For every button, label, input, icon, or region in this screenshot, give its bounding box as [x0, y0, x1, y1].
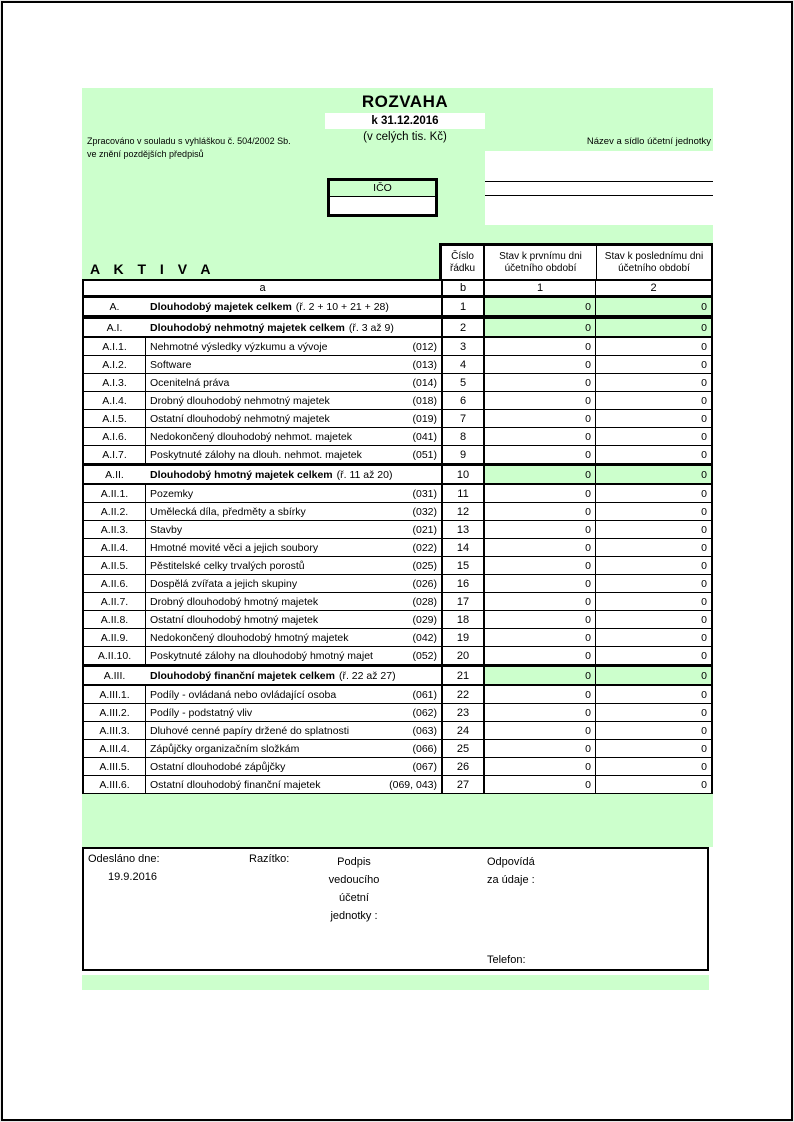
row-value-1[interactable]: 0 [483, 338, 595, 355]
row-label-text: Ocenitelná práva [150, 376, 230, 389]
row-account-number: (051) [412, 448, 437, 461]
ico-label: IČO [330, 181, 435, 197]
row-label-text: Dospělá zvířata a jejich skupiny [150, 577, 298, 590]
row-value-2[interactable]: 0 [595, 466, 711, 483]
table-row [84, 776, 711, 793]
row-code: A.II.2. [84, 503, 146, 520]
row-label-text: Ostatní dlouhodobý finanční majetek [150, 778, 321, 791]
row-value-2[interactable]: 0 [595, 647, 711, 664]
row-value-2[interactable]: 0 [595, 446, 711, 463]
row-number: 7 [441, 410, 483, 427]
row-number: 15 [441, 557, 483, 574]
table-row [84, 704, 711, 722]
row-label [146, 539, 441, 556]
row-code: A.III. [103, 669, 126, 682]
table-row [84, 392, 711, 410]
row-account-number: (021) [412, 523, 437, 536]
table-row [84, 338, 711, 356]
signature-line-1: Podpis [337, 856, 371, 868]
row-label [146, 466, 441, 483]
row-label [146, 629, 441, 646]
row-number: 11 [441, 485, 483, 502]
row-value-1[interactable]: 0 [483, 503, 595, 520]
responsible-line-1: Odpovídá [487, 856, 535, 868]
row-value-2[interactable]: 0 [595, 319, 711, 336]
row-value-1[interactable]: 0 [483, 667, 595, 684]
table-row [84, 503, 711, 521]
green-strip-middle [82, 794, 713, 847]
aktiva-title: A K T I V A [90, 261, 216, 277]
responsible-line-2: za údaje : [487, 874, 535, 886]
row-value-1[interactable]: 0 [483, 410, 595, 427]
row-account-number: (022) [412, 541, 437, 554]
phone-label: Telefon: [487, 954, 526, 966]
row-label [146, 740, 441, 757]
row-value-1[interactable]: 0 [483, 758, 595, 775]
row-label [146, 593, 441, 610]
row-value-1[interactable]: 0 [483, 740, 595, 757]
table-row [84, 485, 711, 503]
signature-line-2: vedoucího [328, 874, 380, 886]
row-value-2[interactable]: 0 [595, 722, 711, 739]
row-value-1[interactable]: 0 [483, 722, 595, 739]
row-account-number: (013) [412, 358, 437, 371]
subheader-b: b [441, 281, 483, 295]
row-value-2[interactable]: 0 [595, 704, 711, 721]
row-value-1[interactable]: 0 [483, 521, 595, 538]
row-label [146, 319, 441, 336]
row-label [146, 667, 441, 684]
row-value-2[interactable]: 0 [595, 410, 711, 427]
units-note: (v celých tis. Kč) [363, 131, 447, 143]
row-label-text: Pozemky [150, 487, 194, 500]
row-number: 9 [441, 446, 483, 463]
row-value-2[interactable]: 0 [595, 557, 711, 574]
row-number: 19 [441, 629, 483, 646]
row-number: 20 [441, 647, 483, 664]
row-code: A.I. [106, 321, 123, 334]
row-number: 17 [441, 593, 483, 610]
row-label-text: Hmotné movité věci a jejich soubory [150, 541, 319, 554]
row-label [146, 428, 441, 445]
table-row [84, 557, 711, 575]
row-label-text: Ostatní dlouhodobé zápůjčky [150, 760, 286, 773]
stamp-label: Razítko: [249, 853, 290, 865]
row-account-number: (031) [412, 487, 437, 500]
row-label [146, 338, 441, 355]
row-value-2[interactable]: 0 [595, 428, 711, 445]
table-row [84, 740, 711, 758]
row-code: A.III.3. [84, 722, 146, 739]
row-label [146, 758, 441, 775]
row-label-text: Dluhové cenné papíry držené do splatnosti [150, 724, 350, 737]
row-label-text: Nedokončený dlouhodobý nehmot. majetek [150, 430, 352, 443]
row-value-1[interactable]: 0 [483, 647, 595, 664]
row-code: A.II.6. [84, 575, 146, 592]
signature-line-4: jednotky : [330, 910, 378, 922]
row-value-2[interactable]: 0 [595, 485, 711, 502]
row-value-1[interactable]: 0 [483, 704, 595, 721]
table-row [84, 521, 711, 539]
row-code: A.III.6. [84, 776, 146, 793]
row-account-number: (069, 043) [389, 778, 437, 791]
row-label [146, 392, 441, 409]
row-value-2[interactable]: 0 [595, 575, 711, 592]
ico-box [327, 178, 438, 217]
row-label-text: Poskytnuté zálohy na dlouh. nehmot. majetek [150, 448, 362, 461]
sent-date-label: Odesláno dne: [88, 853, 160, 865]
row-value-2[interactable]: 0 [595, 356, 711, 373]
row-label-text: Poskytnuté zálohy na dlouhodobý hmotný majet [150, 649, 373, 662]
row-label [146, 776, 441, 793]
row-code: A. [109, 300, 120, 313]
row-label-text: Dlouhodobý nehmotný majetek celkem [150, 321, 345, 334]
row-value-2[interactable]: 0 [595, 298, 711, 315]
row-number: 2 [441, 319, 483, 336]
table-row [84, 296, 711, 317]
entity-name-label: Název a sídlo účetní jednotky [586, 136, 711, 147]
entity-name-field[interactable] [485, 151, 713, 225]
row-number: 22 [441, 686, 483, 703]
row-value-2[interactable]: 0 [595, 503, 711, 520]
row-account-number: (025) [412, 559, 437, 572]
green-strip-bottom [82, 975, 709, 990]
row-number: 21 [441, 667, 483, 684]
row-label-text: Podíly - podstatný vliv [150, 706, 253, 719]
row-account-number: (052) [412, 649, 437, 662]
row-label [146, 611, 441, 628]
responsible-label [487, 853, 535, 889]
table-row [84, 317, 711, 338]
row-value-2[interactable]: 0 [595, 776, 711, 793]
table-row [84, 410, 711, 428]
col-header-value-1: Stav k prvnímu dni účetního období [483, 243, 596, 279]
row-label-text: Ostatní dlouhodobý nehmotný majetek [150, 412, 330, 425]
row-label-text: Stavby [150, 523, 183, 536]
row-code: A.I.3. [84, 374, 146, 391]
footer-box [82, 847, 709, 971]
subheader-1: 1 [483, 281, 595, 295]
row-code: A.II.3. [84, 521, 146, 538]
subheader-a: a [259, 282, 266, 294]
row-account-number: (026) [412, 577, 437, 590]
row-value-2[interactable]: 0 [595, 629, 711, 646]
regulation-note [87, 135, 357, 161]
row-account-number: (032) [412, 505, 437, 518]
row-number: 4 [441, 356, 483, 373]
row-number: 12 [441, 503, 483, 520]
row-code: A.II.1. [84, 485, 146, 502]
row-value-1[interactable]: 0 [483, 611, 595, 628]
row-account-number: (028) [412, 595, 437, 608]
row-number: 10 [441, 466, 483, 483]
signature-label [309, 853, 399, 925]
assets-table-header [82, 243, 713, 279]
signature-line-3: účetní [339, 892, 369, 904]
row-label [146, 722, 441, 739]
aktiva-header-cell [82, 243, 439, 279]
row-label-text: Nedokončený dlouhodobý hmotný majetek [150, 631, 349, 644]
table-row [84, 647, 711, 665]
entity-name-line-2 [485, 195, 713, 196]
row-label [146, 557, 441, 574]
row-code: A.I.5. [84, 410, 146, 427]
row-value-2[interactable]: 0 [595, 740, 711, 757]
row-label-text: Nehmotné výsledky výzkumu a vývoje [150, 340, 328, 353]
table-row [84, 464, 711, 485]
form-title: ROZVAHA [361, 92, 449, 111]
row-label [146, 410, 441, 427]
row-value-1[interactable]: 0 [483, 686, 595, 703]
row-label [146, 503, 441, 520]
row-label-text: Dlouhodobý hmotný majetek celkem [150, 468, 333, 481]
row-value-1[interactable]: 0 [483, 593, 595, 610]
row-label-text: Zápůjčky organizačním složkám [150, 742, 300, 755]
row-number: 26 [441, 758, 483, 775]
row-code: A.I.6. [84, 428, 146, 445]
row-account-number: (012) [412, 340, 437, 353]
table-row [84, 593, 711, 611]
row-code: A.II.8. [84, 611, 146, 628]
row-value-1[interactable]: 0 [483, 485, 595, 502]
row-label-text: Drobný dlouhodobý hmotný majetek [150, 595, 319, 608]
row-code: A.I.7. [84, 446, 146, 463]
row-value-1[interactable]: 0 [483, 356, 595, 373]
row-account-number: (029) [412, 613, 437, 626]
row-value-2[interactable]: 0 [595, 521, 711, 538]
row-number: 1 [441, 298, 483, 315]
row-value-1[interactable]: 0 [483, 466, 595, 483]
row-label [146, 374, 441, 391]
table-rows [84, 296, 711, 793]
row-account-number: (066) [412, 742, 437, 755]
row-number: 18 [441, 611, 483, 628]
table-row [84, 356, 711, 374]
row-value-2[interactable]: 0 [595, 338, 711, 355]
row-number: 13 [441, 521, 483, 538]
table-row [84, 722, 711, 740]
row-label-text: Umělecká díla, předměty a sbírky [150, 505, 306, 518]
table-row [84, 428, 711, 446]
table-row [84, 665, 711, 686]
row-label [146, 298, 441, 315]
row-value-2[interactable]: 0 [595, 593, 711, 610]
row-label-text: Pěstitelské celky trvalých porostů [150, 559, 305, 572]
row-number: 16 [441, 575, 483, 592]
row-code: A.I.1. [84, 338, 146, 355]
row-account-number: (067) [412, 760, 437, 773]
row-code: A.II.10. [84, 647, 146, 664]
row-account-number: (042) [412, 631, 437, 644]
row-code: A.III.4. [84, 740, 146, 757]
row-account-number: (063) [412, 724, 437, 737]
row-code: A.II. [105, 468, 124, 481]
row-code: A.II.9. [84, 629, 146, 646]
table-row [84, 686, 711, 704]
subheader-2: 2 [595, 281, 711, 295]
row-code: A.III.5. [84, 758, 146, 775]
row-label [146, 647, 441, 664]
row-code: A.I.2. [84, 356, 146, 373]
row-value-1[interactable]: 0 [483, 539, 595, 556]
row-number: 25 [441, 740, 483, 757]
table-row [84, 575, 711, 593]
table-row [84, 539, 711, 557]
row-account-number: (061) [412, 688, 437, 701]
row-value-1[interactable]: 0 [483, 374, 595, 391]
col-header-row-number: Číslo řádku [439, 243, 483, 279]
subheader-row [84, 281, 711, 296]
row-value-1[interactable]: 0 [483, 392, 595, 409]
row-code: A.II.5. [84, 557, 146, 574]
row-value-2[interactable]: 0 [595, 686, 711, 703]
row-value-1[interactable]: 0 [483, 428, 595, 445]
form-header [82, 88, 713, 243]
row-number: 5 [441, 374, 483, 391]
row-number: 8 [441, 428, 483, 445]
row-label-text: Ostatní dlouhodobý hmotný majetek [150, 613, 319, 626]
row-code: A.I.4. [84, 392, 146, 409]
row-value-2[interactable]: 0 [595, 374, 711, 391]
row-account-number: (062) [412, 706, 437, 719]
row-value-2[interactable]: 0 [595, 539, 711, 556]
row-label-text: Podíly - ovládaná nebo ovládající osoba [150, 688, 337, 701]
row-code: A.III.2. [84, 704, 146, 721]
assets-table [82, 243, 713, 795]
regulation-line-2: ve znění pozdějších předpisů [87, 149, 204, 159]
row-value-1[interactable]: 0 [483, 776, 595, 793]
table-row [84, 629, 711, 647]
row-label-text: Software [150, 358, 192, 371]
row-value-2[interactable]: 0 [595, 758, 711, 775]
row-label [146, 686, 441, 703]
row-number: 27 [441, 776, 483, 793]
row-number: 14 [441, 539, 483, 556]
row-label-text: Drobný dlouhodobý nehmotný majetek [150, 394, 330, 407]
row-number: 23 [441, 704, 483, 721]
row-label-ref: (ř. 22 až 27) [338, 669, 396, 682]
row-label [146, 521, 441, 538]
row-value-2[interactable]: 0 [595, 667, 711, 684]
table-row [84, 611, 711, 629]
row-value-1[interactable]: 0 [483, 298, 595, 315]
regulation-line-1: Zpracováno v souladu s vyhláškou č. 504/2002 Sb. [87, 136, 291, 146]
balance-sheet-page [1, 1, 793, 1121]
row-number: 3 [441, 338, 483, 355]
row-label-ref: (ř. 11 až 20) [336, 468, 393, 481]
row-label-ref: (ř. 2 + 10 + 21 + 28) [295, 300, 389, 313]
row-label [146, 704, 441, 721]
sent-date-value: 19.9.2016 [108, 871, 157, 883]
report-date-box: k 31.12.2016 [325, 113, 485, 129]
table-row [84, 446, 711, 464]
row-code: A.II.7. [84, 593, 146, 610]
row-label [146, 356, 441, 373]
row-label-text: Dlouhodobý finanční majetek celkem [150, 669, 335, 682]
entity-name-line-1 [485, 181, 713, 182]
assets-table-body [82, 279, 713, 795]
row-account-number: (041) [412, 430, 437, 443]
row-label-text: Dlouhodobý majetek celkem [150, 300, 292, 313]
row-account-number: (019) [412, 412, 437, 425]
row-value-1[interactable]: 0 [483, 557, 595, 574]
row-label-ref: (ř. 3 až 9) [348, 321, 394, 334]
table-row [84, 374, 711, 392]
row-value-1[interactable]: 0 [483, 446, 595, 463]
row-label [146, 485, 441, 502]
row-account-number: (014) [412, 376, 437, 389]
row-number: 24 [441, 722, 483, 739]
row-value-2[interactable]: 0 [595, 611, 711, 628]
row-label [146, 575, 441, 592]
row-code: A.II.4. [84, 539, 146, 556]
row-value-1[interactable]: 0 [483, 629, 595, 646]
row-value-1[interactable]: 0 [483, 319, 595, 336]
row-value-2[interactable]: 0 [595, 392, 711, 409]
col-header-value-2: Stav k poslednímu dni účetního období [596, 243, 713, 279]
row-number: 6 [441, 392, 483, 409]
row-label [146, 446, 441, 463]
row-account-number: (018) [412, 394, 437, 407]
row-value-1[interactable]: 0 [483, 575, 595, 592]
table-row [84, 758, 711, 776]
row-code: A.III.1. [84, 686, 146, 703]
